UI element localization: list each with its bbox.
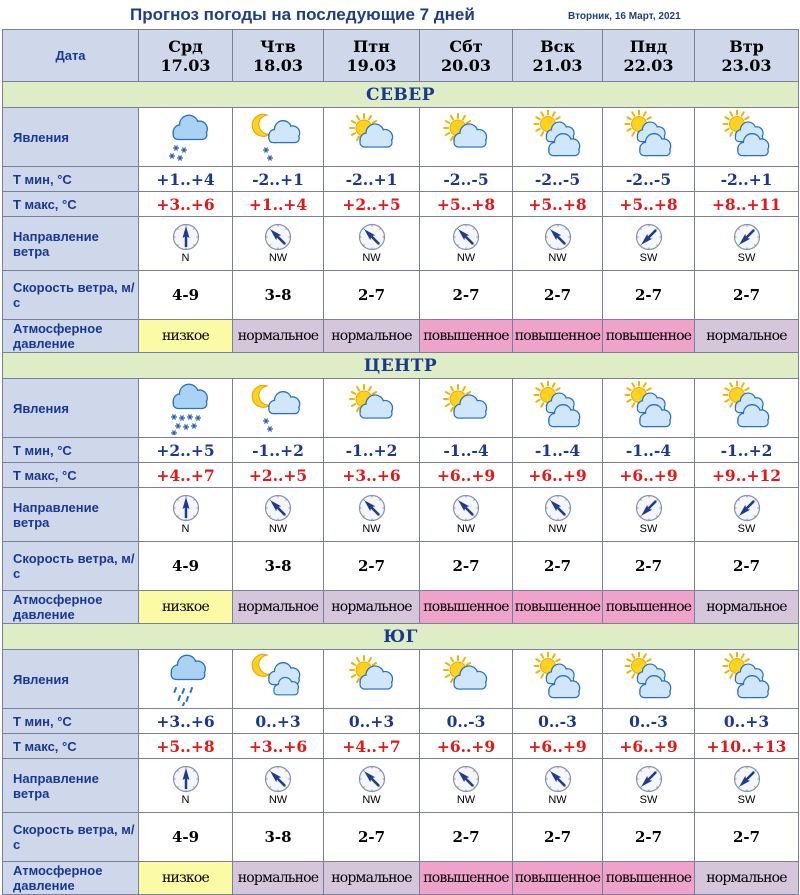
tmin-row	[3, 167, 799, 192]
compass-arrow-icon	[733, 494, 761, 522]
tmax-value: +2..+5	[233, 463, 324, 488]
tmin-value: -2..-5	[420, 167, 513, 192]
date-header-row	[3, 30, 799, 82]
day-date: 17.03	[160, 55, 211, 75]
compass-arrow-icon	[358, 494, 386, 522]
cloud-rain-icon	[154, 652, 218, 706]
forecast-table	[2, 29, 799, 895]
pressure-label: Атмосферное давление	[3, 320, 139, 353]
day-header	[603, 30, 695, 82]
wind-cell	[420, 759, 513, 813]
wind-direction-value: NW	[456, 523, 476, 535]
cloud-heavy-snow-icon	[154, 381, 218, 435]
day-name: Пнд	[629, 36, 668, 56]
tmax-value: +5..+8	[603, 192, 695, 217]
wind-cell	[695, 488, 799, 542]
compass-arrow-icon	[172, 223, 200, 251]
weather-cell	[513, 108, 603, 167]
phenomena-row	[3, 379, 799, 438]
tmax-row	[3, 192, 799, 217]
wind-cell	[513, 759, 603, 813]
wind-speed-value: 2-7	[420, 813, 513, 862]
weather-cell	[513, 379, 603, 438]
day-name: Втр	[729, 36, 764, 56]
tmin-value: -2..-5	[603, 167, 695, 192]
compass-arrow-icon	[544, 765, 572, 793]
pressure-value: повышенное	[420, 862, 513, 895]
wind-speed-row	[3, 813, 799, 862]
sun-clouds-icon	[715, 110, 779, 164]
compass-arrow-icon	[635, 223, 663, 251]
moon-cloud-icon	[246, 652, 310, 706]
weather-cell	[603, 379, 695, 438]
wind-speed-value: 2-7	[513, 542, 603, 591]
tmax-value: +3..+6	[324, 463, 420, 488]
pressure-value: нормальное	[233, 591, 324, 624]
sun-clouds-icon	[617, 110, 681, 164]
compass-arrow-icon	[358, 765, 386, 793]
sun-clouds-icon	[617, 381, 681, 435]
day-date: 20.03	[440, 55, 492, 75]
wind-direction-value: NW	[268, 794, 288, 806]
day-name: Чтв	[260, 36, 296, 56]
pressure-value: нормальное	[233, 862, 324, 895]
tmax-value: +8..+11	[695, 192, 799, 217]
current-date: Вторник, 16 Март, 2021	[568, 11, 681, 22]
pressure-row	[3, 320, 799, 353]
tmax-value: +4..+7	[324, 734, 420, 759]
tmax-row	[3, 734, 799, 759]
sun-cloud-icon	[434, 652, 498, 706]
wind-speed-value: 4-9	[139, 542, 233, 591]
compass-arrow-icon	[733, 223, 761, 251]
wind-direction-value: SW	[737, 523, 756, 535]
weather-cell	[420, 379, 513, 438]
weather-cell	[233, 379, 324, 438]
weather-cell	[695, 650, 799, 709]
wind-speed-value: 4-9	[139, 813, 233, 862]
wind-direction-value: NW	[548, 523, 567, 535]
wind-speed-value: 2-7	[603, 542, 695, 591]
tmax-value: +6..+9	[420, 734, 513, 759]
tmin-value: -2..+1	[695, 167, 799, 192]
wind-speed-value: 2-7	[420, 271, 513, 320]
pressure-value: повышенное	[513, 862, 603, 895]
tmin-value: +2..+5	[139, 438, 233, 463]
tmax-value: +1..+4	[233, 192, 324, 217]
weather-cell	[324, 650, 420, 709]
wind-speed-value: 2-7	[695, 813, 799, 862]
tmin-value: -2..-5	[513, 167, 603, 192]
sun-clouds-icon	[617, 652, 681, 706]
phenomena-row	[3, 650, 799, 709]
compass-arrow-icon	[544, 223, 572, 251]
wind-direction-value: SW	[639, 794, 658, 806]
weather-cell	[233, 650, 324, 709]
wind-speed-value: 2-7	[513, 813, 603, 862]
tmin-value: 0..+3	[695, 709, 799, 734]
section-title: ЮГ	[3, 624, 799, 650]
section-title: ЦЕНТР	[3, 353, 799, 379]
tmax-row	[3, 463, 799, 488]
compass-arrow-icon	[452, 494, 480, 522]
tmax-value: +6..+9	[420, 463, 513, 488]
tmin-value: +1..+4	[139, 167, 233, 192]
pressure-value: нормальное	[695, 862, 799, 895]
wind-cell	[695, 759, 799, 813]
wind-cell	[603, 759, 695, 813]
pressure-label: Атмосферное давление	[3, 862, 139, 895]
day-name: Срд	[168, 36, 203, 56]
weather-cell	[420, 108, 513, 167]
wind-cell	[139, 488, 233, 542]
day-header	[420, 30, 513, 82]
wind-speed-value: 3-8	[233, 542, 324, 591]
moon-cloud-snow-icon	[246, 110, 310, 164]
pressure-value: нормальное	[233, 320, 324, 353]
compass-arrow-icon	[544, 494, 572, 522]
wind-speed-label: Скорость ветра, м/с	[3, 813, 139, 862]
section-south	[3, 624, 799, 650]
day-date: 22.03	[623, 55, 674, 75]
wind-direction-value: NW	[548, 252, 567, 264]
wind-speed-value: 2-7	[603, 813, 695, 862]
pressure-value: повышенное	[420, 320, 513, 353]
wind-speed-label: Скорость ветра, м/с	[3, 271, 139, 320]
wind-direction-value: NW	[456, 794, 476, 806]
tmin-value: -1..-4	[603, 438, 695, 463]
moon-cloud-snow-icon	[246, 381, 310, 435]
pressure-value: низкое	[139, 320, 233, 353]
pressure-value: низкое	[139, 591, 233, 624]
day-header	[233, 30, 324, 82]
pressure-value: повышенное	[603, 320, 695, 353]
sun-cloud-icon	[434, 110, 498, 164]
wind-direction-label: Направление ветра	[3, 217, 139, 271]
tmin-label: Т мин, °С	[3, 709, 139, 734]
wind-cell	[233, 217, 324, 271]
weather-cell	[695, 379, 799, 438]
wind-cell	[233, 488, 324, 542]
tmin-value: -1..+2	[324, 438, 420, 463]
day-date: 23.03	[721, 55, 772, 75]
weather-cell	[324, 379, 420, 438]
compass-arrow-icon	[452, 223, 480, 251]
wind-direction-label: Направление ветра	[3, 488, 139, 542]
wind-direction-value: N	[181, 523, 190, 535]
wind-speed-label: Скорость ветра, м/с	[3, 542, 139, 591]
tmin-value: -1..+2	[695, 438, 799, 463]
pressure-value: повышенное	[603, 862, 695, 895]
compass-arrow-icon	[264, 494, 292, 522]
wind-direction-label: Направление ветра	[3, 759, 139, 813]
day-header	[695, 30, 799, 82]
wind-direction-row	[3, 217, 799, 271]
tmax-value: +6..+9	[513, 734, 603, 759]
wind-speed-value: 2-7	[603, 271, 695, 320]
wind-direction-value: SW	[639, 252, 658, 264]
wind-cell	[139, 759, 233, 813]
pressure-value: повышенное	[420, 591, 513, 624]
wind-cell	[139, 217, 233, 271]
tmin-value: -2..+1	[324, 167, 420, 192]
tmin-label: Т мин, °С	[3, 167, 139, 192]
pressure-value: повышенное	[513, 591, 603, 624]
tmin-value: +3..+6	[139, 709, 233, 734]
wind-direction-value: NW	[268, 252, 288, 264]
wind-cell	[603, 488, 695, 542]
tmax-value: +9..+12	[695, 463, 799, 488]
day-date: 21.03	[532, 55, 583, 75]
pressure-value: нормальное	[324, 320, 420, 353]
wind-cell	[233, 759, 324, 813]
compass-arrow-icon	[172, 494, 200, 522]
pressure-value: низкое	[139, 862, 233, 895]
tmax-value: +6..+9	[603, 463, 695, 488]
tmax-value: +6..+9	[513, 463, 603, 488]
wind-direction-value: NW	[548, 794, 567, 806]
wind-direction-value: SW	[737, 252, 756, 264]
section-title: СЕВЕР	[3, 82, 799, 108]
wind-direction-value: NW	[456, 252, 476, 264]
phenomena-label: Явления	[3, 650, 139, 709]
pressure-label: Атмосферное давление	[3, 591, 139, 624]
wind-direction-value: SW	[737, 794, 756, 806]
cloud-snow-icon	[154, 110, 218, 164]
wind-direction-value: NW	[362, 794, 381, 806]
wind-speed-value: 2-7	[695, 542, 799, 591]
weather-cell	[420, 650, 513, 709]
wind-cell	[420, 217, 513, 271]
wind-speed-value: 2-7	[324, 542, 420, 591]
wind-direction-row	[3, 759, 799, 813]
tmax-value: +3..+6	[139, 192, 233, 217]
day-date: 18.03	[252, 55, 304, 75]
weather-cell	[513, 650, 603, 709]
weather-cell	[233, 108, 324, 167]
section-center	[3, 353, 799, 379]
weather-cell	[603, 108, 695, 167]
tmin-value: -1..-4	[420, 438, 513, 463]
compass-arrow-icon	[264, 223, 292, 251]
sun-clouds-icon	[526, 110, 590, 164]
wind-direction-value: N	[181, 252, 190, 264]
tmax-value: +4..+7	[139, 463, 233, 488]
sun-cloud-icon	[340, 381, 404, 435]
sun-clouds-icon	[715, 652, 779, 706]
wind-direction-value: NW	[362, 252, 381, 264]
pressure-row	[3, 862, 799, 895]
tmax-value: +2..+5	[324, 192, 420, 217]
tmin-value: -2..+1	[233, 167, 324, 192]
tmax-value: +6..+9	[603, 734, 695, 759]
compass-arrow-icon	[733, 765, 761, 793]
tmax-value: +5..+8	[139, 734, 233, 759]
wind-cell	[420, 488, 513, 542]
tmin-row	[3, 438, 799, 463]
day-name: Вск	[540, 36, 575, 56]
wind-direction-row	[3, 488, 799, 542]
tmin-value: 0..+3	[233, 709, 324, 734]
tmax-label: Т макс, °С	[3, 192, 139, 217]
tmax-value: +3..+6	[233, 734, 324, 759]
wind-cell	[513, 488, 603, 542]
date-label: Дата	[3, 30, 139, 82]
compass-arrow-icon	[172, 765, 200, 793]
wind-cell	[324, 217, 420, 271]
tmax-value: +5..+8	[420, 192, 513, 217]
phenomena-label: Явления	[3, 379, 139, 438]
sun-cloud-icon	[434, 381, 498, 435]
weather-cell	[695, 108, 799, 167]
wind-speed-value: 2-7	[513, 271, 603, 320]
wind-speed-value: 2-7	[324, 271, 420, 320]
wind-cell	[695, 217, 799, 271]
weather-cell	[603, 650, 695, 709]
day-header	[324, 30, 420, 82]
pressure-value: повышенное	[603, 591, 695, 624]
compass-arrow-icon	[452, 765, 480, 793]
tmax-value: +5..+8	[513, 192, 603, 217]
wind-cell	[513, 217, 603, 271]
pressure-value: нормальное	[695, 320, 799, 353]
day-name: Птн	[353, 36, 390, 56]
day-date: 19.03	[346, 55, 397, 75]
weather-cell	[139, 379, 233, 438]
tmax-label: Т макс, °С	[3, 734, 139, 759]
section-north	[3, 82, 799, 108]
tmin-value: 0..-3	[513, 709, 603, 734]
wind-speed-value: 3-8	[233, 813, 324, 862]
phenomena-row	[3, 108, 799, 167]
tmin-value: -1..+2	[233, 438, 324, 463]
sun-clouds-icon	[526, 652, 590, 706]
tmax-label: Т макс, °С	[3, 463, 139, 488]
pressure-value: нормальное	[324, 862, 420, 895]
day-header	[139, 30, 233, 82]
sun-clouds-icon	[715, 381, 779, 435]
wind-cell	[324, 488, 420, 542]
tmin-row	[3, 709, 799, 734]
tmax-value: +10..+13	[695, 734, 799, 759]
sun-cloud-icon	[340, 110, 404, 164]
tmin-value: 0..-3	[420, 709, 513, 734]
wind-speed-value: 3-8	[233, 271, 324, 320]
compass-arrow-icon	[358, 223, 386, 251]
sun-clouds-icon	[526, 381, 590, 435]
pressure-value: нормальное	[695, 591, 799, 624]
compass-arrow-icon	[635, 494, 663, 522]
wind-direction-value: SW	[639, 523, 658, 535]
pressure-value: нормальное	[324, 591, 420, 624]
wind-speed-value: 2-7	[695, 271, 799, 320]
sun-cloud-icon	[340, 652, 404, 706]
tmin-value: 0..+3	[324, 709, 420, 734]
day-header	[513, 30, 603, 82]
wind-direction-value: N	[181, 794, 190, 806]
wind-cell	[603, 217, 695, 271]
weather-cell	[139, 650, 233, 709]
tmin-label: Т мин, °С	[3, 438, 139, 463]
phenomena-label: Явления	[3, 108, 139, 167]
wind-speed-value: 2-7	[420, 542, 513, 591]
weather-cell	[324, 108, 420, 167]
page-title: Прогноз погоды на последующие 7 дней	[130, 5, 475, 24]
compass-arrow-icon	[264, 765, 292, 793]
wind-speed-value: 4-9	[139, 271, 233, 320]
wind-direction-value: NW	[268, 523, 288, 535]
wind-speed-value: 2-7	[324, 813, 420, 862]
pressure-row	[3, 591, 799, 624]
tmin-value: -1..-4	[513, 438, 603, 463]
tmin-value: 0..-3	[603, 709, 695, 734]
wind-speed-row	[3, 542, 799, 591]
wind-direction-value: NW	[362, 523, 381, 535]
wind-cell	[324, 759, 420, 813]
wind-speed-row	[3, 271, 799, 320]
weather-cell	[139, 108, 233, 167]
day-name: Сбт	[449, 36, 483, 56]
pressure-value: повышенное	[513, 320, 603, 353]
compass-arrow-icon	[635, 765, 663, 793]
